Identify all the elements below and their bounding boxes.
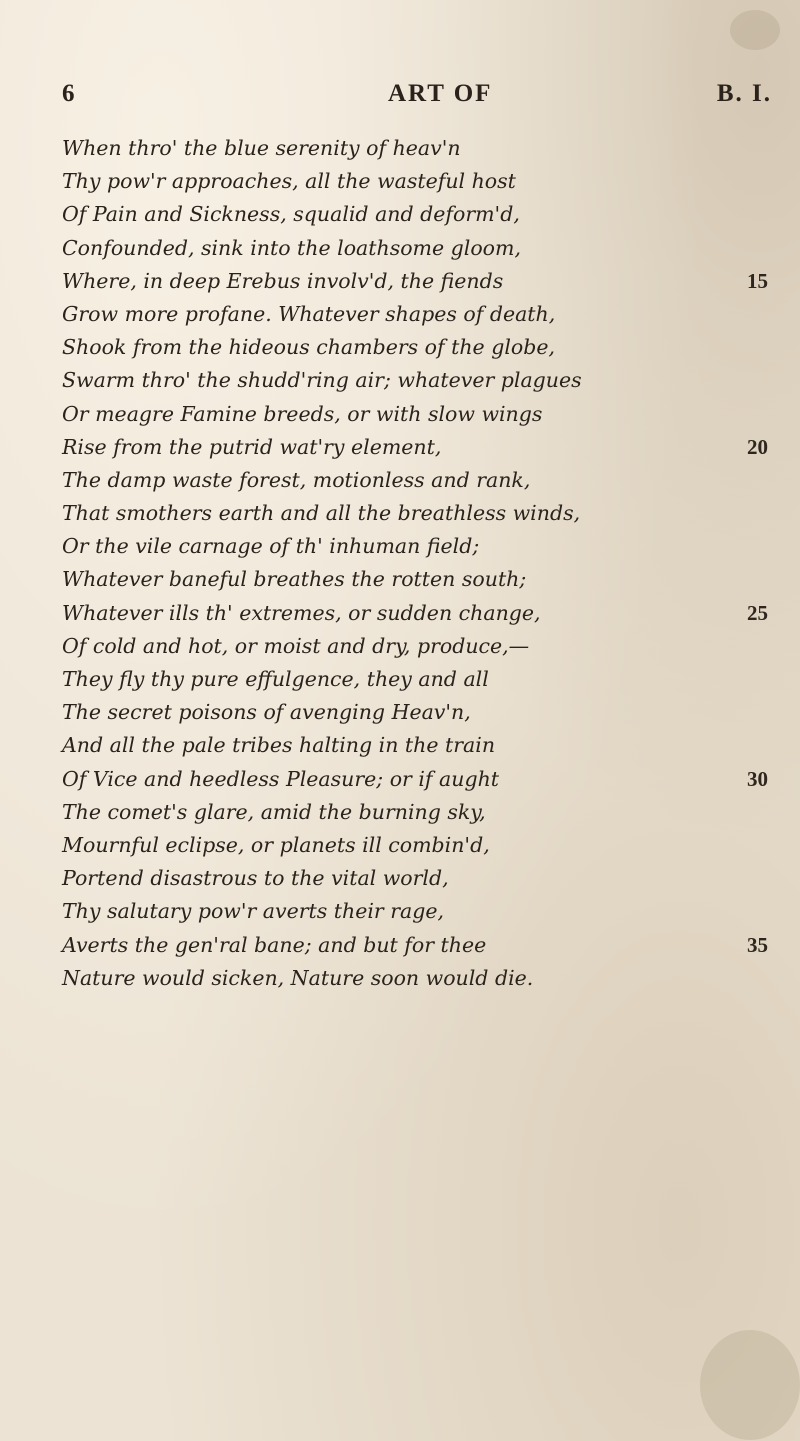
verse-line: Thy pow'r approaches, all the wasteful host <box>62 169 516 194</box>
verse-line: Swarm thro' the shudd'ring air; whatever plagues <box>62 368 582 393</box>
running-title: ART OF <box>388 80 493 107</box>
verse-line: Thy salutary pow'r averts their rage, <box>62 899 445 924</box>
verse-line: That smothers earth and all the breathless winds, <box>62 501 581 526</box>
verse-line: The comet's glare, amid the burning sky, <box>62 799 486 824</box>
paper-stain <box>700 1330 800 1440</box>
book-reference: B. I. <box>716 80 772 107</box>
line-number: 25 <box>747 600 768 625</box>
verse-line: Of cold and hot, or moist and dry, produce,— <box>62 633 530 658</box>
line-number: 35 <box>747 932 768 957</box>
verse-line: Grow more profane. Whatever shapes of death, <box>62 301 556 326</box>
line-number: 15 <box>747 268 768 293</box>
verse-line: Mournful eclipse, or planets ill combin'd, <box>62 832 490 857</box>
verse-line: Or meagre Famine breeds, or with slow wings <box>62 401 543 426</box>
verse-line: Portend disastrous to the vital world, <box>62 866 449 891</box>
page-number: 6 <box>62 80 77 107</box>
verse-line: Rise from the putrid wat'ry element, 20 <box>62 431 782 464</box>
line-number: 30 <box>747 766 768 791</box>
poem-body <box>62 132 782 995</box>
verse-line: The damp waste forest, motionless and rank, <box>62 467 531 492</box>
verse-line: Of Pain and Sickness, squalid and deform'd, <box>62 202 520 227</box>
verse-line: Where, in deep Erebus involv'd, the fiends 15 <box>62 265 782 298</box>
verse-line: Of Vice and heedless Pleasure; or if aught 30 <box>62 763 782 796</box>
verse-line: And all the pale tribes halting in the train <box>62 733 496 758</box>
verse-line: Averts the gen'ral bane; and but for thee 35 <box>62 929 782 962</box>
verse-line: Whatever ills th' extremes, or sudden change, 25 <box>62 597 782 630</box>
verse-line: Confounded, sink into the loathsome gloom, <box>62 235 521 260</box>
verse-line: When thro' the blue serenity of heav'n <box>62 136 461 160</box>
verse-line: Nature would sicken, Nature soon would die. <box>62 965 534 990</box>
verse-line: Shook from the hideous chambers of the globe, <box>62 335 556 360</box>
verse-line: Or the vile carnage of th' inhuman field; <box>62 534 480 559</box>
verse-line: They fly thy pure effulgence, they and all <box>62 667 489 691</box>
paper-stain <box>730 10 780 50</box>
verse-line: The secret poisons of avenging Heav'n, <box>62 700 471 725</box>
verse-line: Whatever baneful breathes the rotten south; <box>62 567 527 592</box>
running-header <box>62 80 772 130</box>
line-number: 20 <box>747 434 768 459</box>
